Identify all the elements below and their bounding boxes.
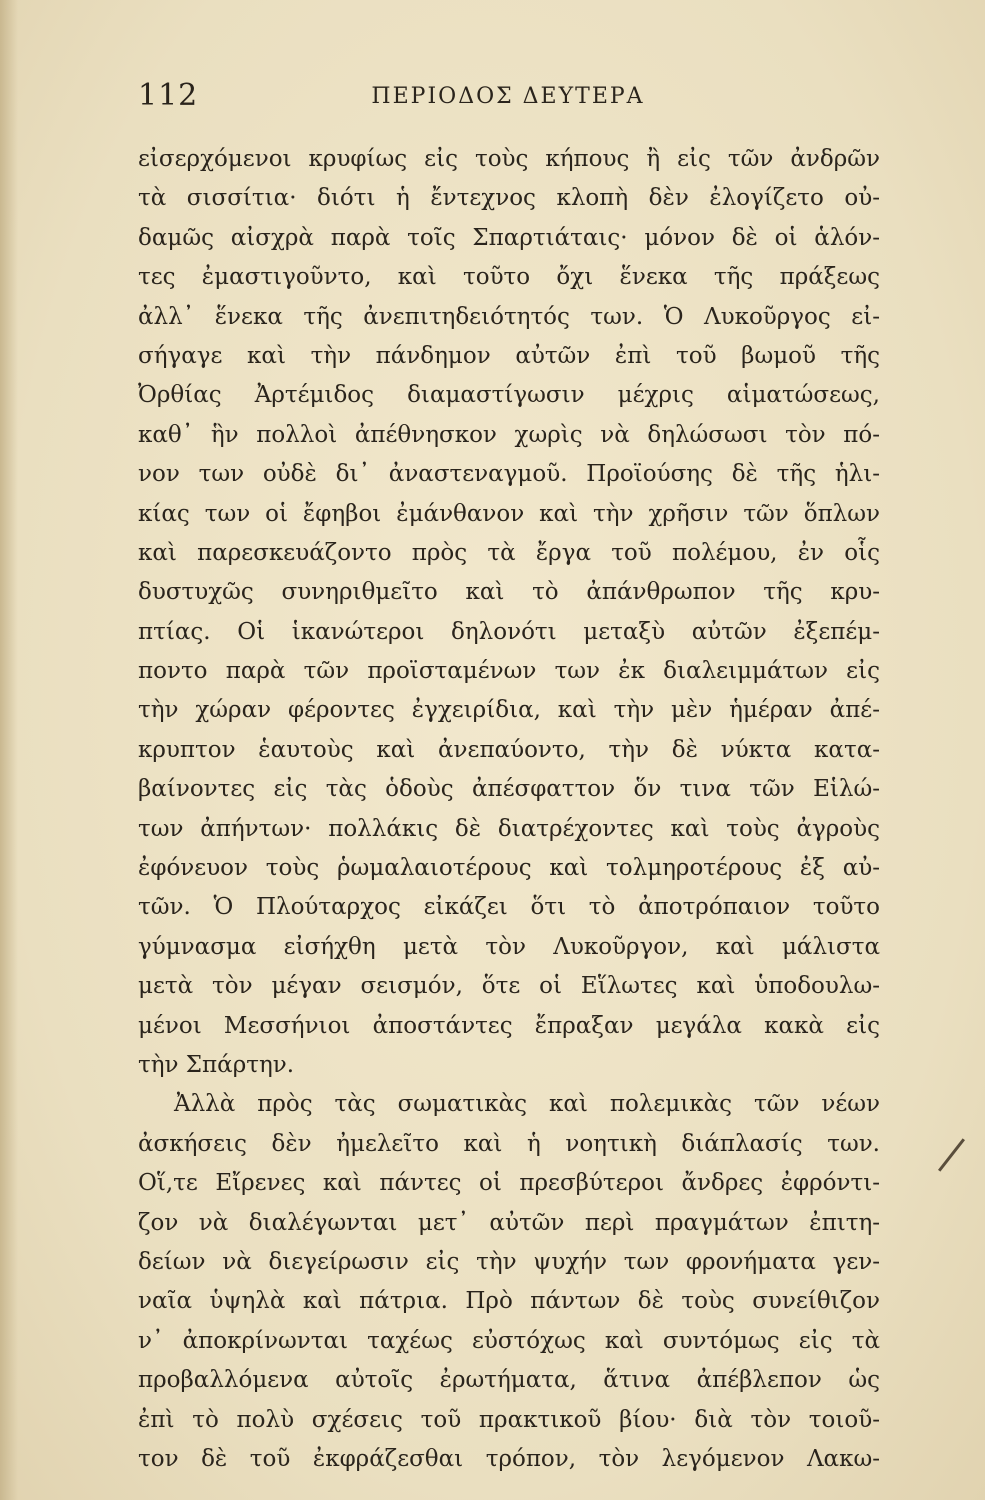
text-line: κρυπτον ἑαυτοὺς καὶ ἀνεπαύοντο, τὴν δὲ νύκτα κατα- [138,736,880,763]
text-line: γύμνασμα εἰσήχθη μετὰ τὸν Λυκοῦργον, καὶ μάλιστα [138,933,880,960]
text-line: δυστυχῶς συνηριθμεῖτο καὶ τὸ ἀπάνθρωπον τῆς κρυ- [138,579,880,606]
text-line: καθ᾽ ἣν πολλοὶ ἀπέθνησκον χωρὶς νὰ δηλώσωσι τὸν πό- [138,421,880,448]
text-line: τὴν χώραν φέροντες ἐγχειρίδια, καὶ τὴν μὲν ἡμέραν ἀπέ- [138,697,880,724]
text-line: προβαλλόμενα αὐτοῖς ἐρωτήματα, ἅτινα ἀπέβλεπον ὡς [138,1367,880,1394]
text-line: νον των οὐδὲ δι᾽ ἀναστεναγμοῦ. Προϊούσης δὲ τῆς ἡλι- [138,461,880,488]
text-line: πτίας. Οἱ ἱκανώτεροι δηλονότι μεταξὺ αὐτῶν ἐξεπέμ- [138,618,880,645]
page-number: 112 [138,78,199,113]
body-text [138,140,880,1479]
text-line: εἰσερχόμενοι κρυφίως εἰς τοὺς κήπους ἢ εἰς τῶν ἀνδρῶν [138,146,880,172]
text-line: τὰ σισσίτια· διότι ἡ ἔντεχνος κλοπὴ δὲν ἐλογίζετο οὐ- [138,185,880,212]
text-line: ἐπὶ τὸ πολὺ σχέσεις τοῦ πρακτικοῦ βίου· διὰ τὸν τοιοῦ- [138,1406,880,1433]
text-line: κίας των οἱ ἔφηβοι ἐμάνθανον καὶ τὴν χρῆσιν τῶν ὅπλων [138,500,880,527]
text-line: ἀλλ᾽ ἕνεκα τῆς ἀνεπιτηδειότητός των. Ὁ Λυκοῦργος εἰ- [138,303,880,330]
text-line: βαίνοντες εἰς τὰς ὁδοὺς ἀπέσφαττον ὅν τινα τῶν Εἱλώ- [138,776,880,803]
text-line: τῶν. Ὁ Πλούταρχος εἰκάζει ὅτι τὸ ἀποτρόπαιον τοῦτο [138,894,880,921]
text-line: καὶ παρεσκευάζοντο πρὸς τὰ ἔργα τοῦ πολέμου, ἐν οἷς [138,539,880,566]
running-head: ΠΕΡΙΟΔΟΣ ΔΕΥΤΕΡΑ [371,84,645,109]
text-line: τον δὲ τοῦ ἐκφράζεσθαι τρόπον, τὸν λεγόμενον Λακω- [138,1445,880,1472]
text-line: δαμῶς αἰσχρὰ παρὰ τοῖς Σπαρτιάταις· μόνον δὲ οἱ ἁλόν- [138,224,880,251]
text-line: μένοι Μεσσήνιοι ἀποστάντες ἔπραξαν μεγάλα κακὰ εἰς [138,1012,880,1039]
text-line: Οἵ,τε Εἴρενες καὶ πάντες οἱ πρεσβύτεροι ἄνδρες ἐφρόντι- [138,1170,880,1197]
text-line: τες ἐμαστιγοῦντο, καὶ τοῦτο ὄχι ἕνεκα τῆς πράξεως [138,264,880,291]
text-line: των ἀπήντων· πολλάκις δὲ διατρέχοντες καὶ τοὺς ἀγροὺς [138,815,880,842]
text-line: δείων νὰ διεγείρωσιν εἰς τὴν ψυχήν των φρονήματα γεν- [138,1248,880,1275]
text-line: Ὀρθίας Ἀρτέμιδος διαμαστίγωσιν μέχρις αἱματώσεως, [138,382,880,409]
text-line: τὴν Σπάρτην. [138,1051,295,1078]
pencil-mark [938,1138,965,1171]
text-line: ἐφόνευον τοὺς ῥωμαλαιοτέρους καὶ τολμηροτέρους ἐξ αὐ- [138,855,880,882]
text-line: ἀσκήσεις δὲν ἠμελεῖτο καὶ ἡ νοητικὴ διάπλασίς των. [138,1130,880,1157]
paragraph-start-line: Ἀλλὰ πρὸς τὰς σωματικὰς καὶ πολεμικὰς τῶν νέων [174,1091,880,1118]
text-line: ποντο παρὰ τῶν προϊσταμένων των ἐκ διαλειμμάτων εἰς [138,658,880,685]
text-line: μετὰ τὸν μέγαν σεισμόν, ὅτε οἱ Εἵλωτες καὶ ὑποδουλω- [138,973,880,1000]
text-line: σήγαγε καὶ τὴν πάνδημον αὐτῶν ἐπὶ τοῦ βωμοῦ τῆς [138,342,880,369]
text-line: ναῖα ὑψηλὰ καὶ πάτρια. Πρὸ πάντων δὲ τοὺς συνείθιζον [138,1288,880,1315]
text-line: ν᾽ ἀποκρίνωνται ταχέως εὐστόχως καὶ συντόμως εἰς τὰ [138,1327,880,1354]
page-header [138,78,878,118]
text-line: ζον νὰ διαλέγωνται μετ᾽ αὐτῶν περὶ πραγμάτων ἐπιτη- [138,1209,880,1236]
